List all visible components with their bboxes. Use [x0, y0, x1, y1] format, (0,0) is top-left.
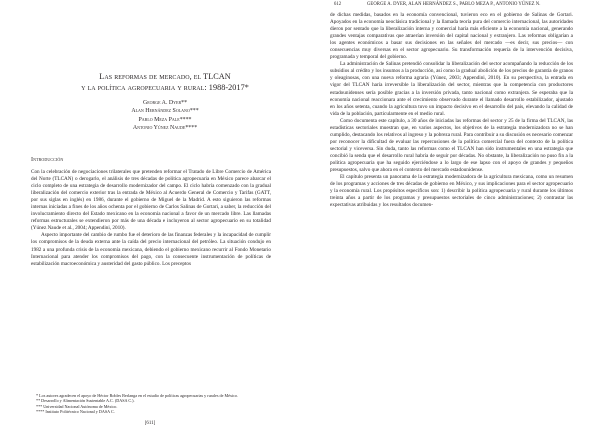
author-name: Antonio Yúnez Naude**** [132, 124, 198, 131]
author-name: Pablo Meza Pale**** [138, 116, 192, 123]
left-page-number: [611] [144, 421, 156, 426]
chapter-title [50, 72, 280, 93]
footnote: ** Desarrollo y Alimentación Sustentable A.C. (DASA C.). [36, 398, 135, 404]
chapter-title-line-1: Las reformas de mercado, el TLCAN [99, 72, 231, 81]
paragraph: de dichas medidas, basados en la economía convencional, tuvieron eco en el gobierno de Salinas de Gortari. Apoyados en la economía neoclásica tradicional y la llamada teoría pura del comercio internacional, las autoridades dieron por sentado que la liberalización interna y comercial haría más eficiente a la economía nacional, generando grandes ventajas comparativas que atraerían inversión del capital nacional y extranjero. Las reformas obligarían a los agentes económicos a basar sus decisiones en las señales del mercado —es decir, sus precios— con consecuencias muy diversas en el sector agropecuario. Su transformación requería de la intervención decisiva, programada y temporal del gobierno. [330, 12, 573, 61]
paragraph: La administración de Salinas pretendió consolidar la liberalización del sector acompañando la reducción de los subsidios al crédito y los insumos a la producción, así como la gradual abolición de los precios de garantía de granos y oleaginosas, con una nueva reforma agraria (Yúnez, 2003; Appendini, 2010). En su perspectiva, la entrada en vigor del TLCAN haría irreversible la liberalización del sector, mientras que la competencia con productores estadounidenses sería posible gracias a la inversión privada, tanto nacional como extranjera. Se esperaba que la economía nacional reaccionara ante el crecimiento observado durante el llamado desarrollo estabilizador, ajustado en los años setenta, cuando la agricultura tuvo un impacto decisivo en el desarrollo del país, elevando la calidad de vida de la población, particularmente en el medio rural. [330, 61, 573, 117]
right-page-number: 612 [334, 2, 342, 7]
footnote: * Los autores agradecen el apoyo de Héctor Robles Berlanga en el estudio de políticas agropecuarias y rurales de México. [36, 393, 239, 398]
paragraph: El capítulo presenta un panorama de la estrategia modernizadora de la agricultura mexicana, como un resumen de los programas y acciones de tres décadas de gobierno en México, y sus implicaciones para el sector agropecuario y la economía rural. Los propósitos específicos son: 1) describir la política agropecuaria y rural durante los últimos treinta años a partir de los programas y presupuestos sectoriales de cinco administraciones; 2) contrastar las expectativas atribuidas y los resultados documen- [330, 174, 573, 209]
paragraph: Como documenta este capítulo, a 30 años de iniciadas las reformas del sector y 25 de la firma del TLCAN, las estadísticas sectoriales muestran que, en varios aspectos, los objetivos de la estrategia modernizadora no se han cumplido, destacando los relativos al ingreso y la pobreza rural. Para contribuir a su discusión es necesario comenzar por reconocer la dificultad de evaluar las repercusiones de la política comercial fuera del contexto de la política sectorial y viceversa. Sin duda, tanto las reformas como el TLCAN han sido instrumentales en una estrategia que concibió la senda que el desarrollo rural habría de seguir por décadas. No obstante, la liberalización no puso fin a la política agropecuaria que ha seguido ejerciéndose a lo largo de ese lapso con el apoyo de grandes y pequeños presupuestos, salvo que ahora en el contexto del mercado estadounidense. [330, 117, 574, 174]
right-body-text [330, 12, 573, 209]
footnote: *** Universidad Nacional Autónoma de México. [36, 403, 118, 409]
running-head-authors: GEORGE A. DYER, ALAN HERNÁNDEZ S., PABLO MEZA P., ANTONIO YÚNEZ N. [367, 2, 541, 7]
author-name: Alan Hernández Solano*** [131, 108, 199, 115]
right-page [300, 0, 600, 431]
paragraph: Aspecto importante del cambio de rumbo fue el deterioro de las finanzas federales y la incapacidad de cumplir los compromisos de la deuda externa ante la caída del precio internacional del petróleo. La situación condujo en 1982 a una profunda crisis de la economía mexicana, debiendo el gobierno mexicano recurrir al Fondo Monetario Internacional para atender los compromisos del pago, con la consecuente instrumentación de políticas de estabilización macroeconómica y austeridad del gasto público. Los preceptos [31, 232, 271, 267]
paragraph: Con la celebración de negociaciones trilaterales que pretenden reformar el Tratado de Libre Comercio de América del Norte (TLCAN) o derogarlo, el análisis de tres décadas de política agropecuaria en México parece abarcar el ciclo completo de una estrategia de desarrollo modernizador del campo. El ciclo habría comenzado con la gradual liberalización del comercio exterior tras la entrada de México al Acuerdo General de Comercio y Tarifas (GATT, por sus siglas en inglés) en 1986, durante el gobierno de Miguel de la Madrid. A esto siguieron las reformas internas iniciadas a fines de los años ochenta por el gobierno de Carlos Salinas de Gortari, a saber, la reducción del involucramiento directo del Estado mexicano en la economía nacional a favor de un mercado libre. Las llamadas reformas estructurales se extendieron por más de una década e incluyeron al sector agropecuario en su totalidad (Yúnez Naude et al., 2004; Appendini, 2010). [31, 169, 271, 232]
author-list [50, 99, 280, 132]
section-heading: Introducción [31, 157, 64, 163]
footnotes [31, 393, 271, 415]
left-body-text [31, 169, 271, 268]
author-name: George A. Dyer** [142, 100, 188, 106]
chapter-title-line-2: y la política agropecuaria y rural: 1988-2017* [81, 82, 249, 92]
footnote: **** Instituto Politécnico Nacional y DASA C. [36, 409, 115, 415]
